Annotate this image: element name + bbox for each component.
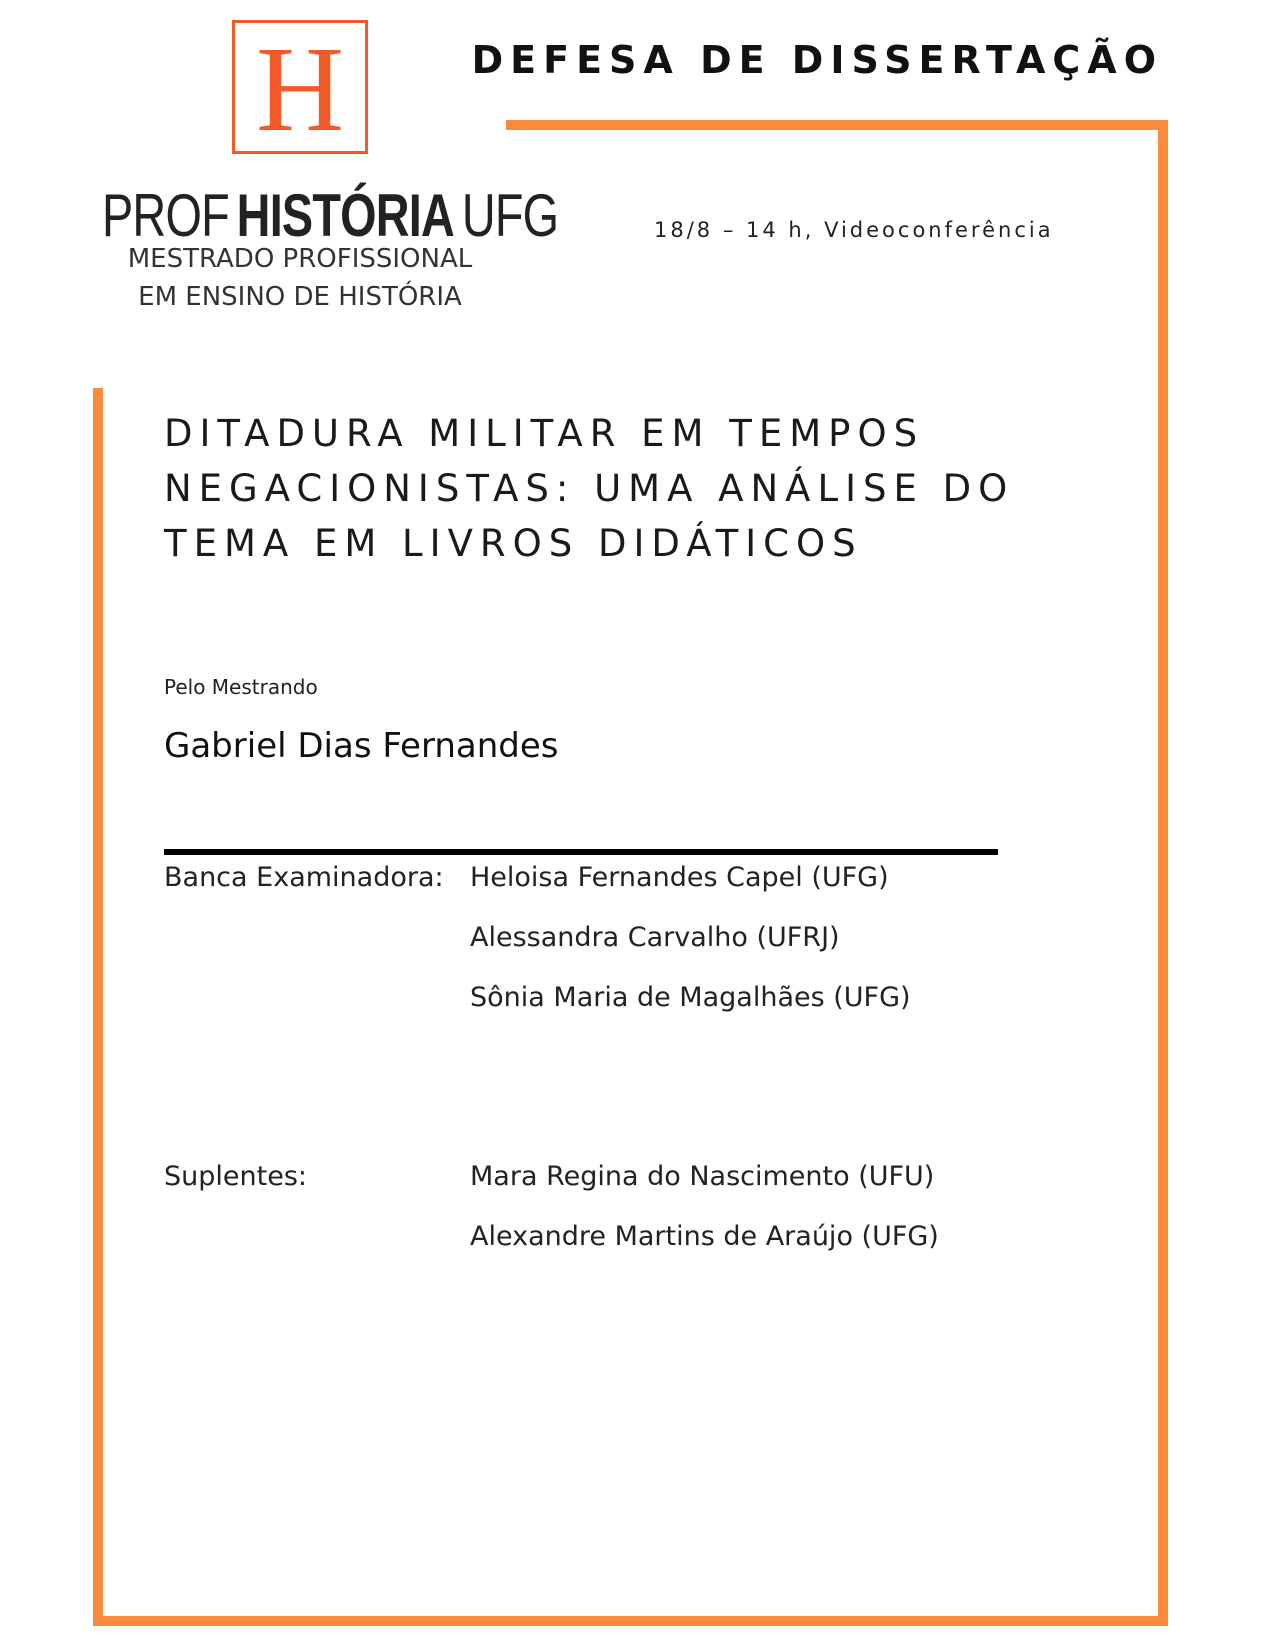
brand-ufg: UFG [461, 182, 559, 249]
brand-wordmark [102, 180, 559, 252]
brand-historia: HISTÓRIA [236, 182, 455, 249]
thesis-title [164, 406, 1124, 571]
section-divider [164, 849, 998, 855]
logo-mark [232, 20, 368, 157]
frame-bottom-border [93, 1616, 1168, 1626]
committee-label: Banca Examinadora: [164, 862, 444, 893]
brand-prof: PROF [102, 182, 229, 249]
substitutes-label: Suplentes: [164, 1161, 307, 1192]
substitute-member: Mara Regina do Nascimento (UFU) [470, 1161, 935, 1192]
thesis-title-line: TEMA EM LIVROS DIDÁTICOS [164, 522, 863, 565]
program-subtitle-line2: EM ENSINO DE HISTÓRIA [138, 282, 462, 312]
frame-left-border [93, 388, 103, 1626]
page-title: DEFESA DE DISSERTAÇÃO [471, 38, 1163, 82]
program-subtitle-line1: MESTRADO PROFISSIONAL [127, 244, 473, 274]
committee-member: Sônia Maria de Magalhães (UFG) [470, 982, 911, 1013]
event-date-location: 18/8 – 14 h, Videoconferência [654, 218, 1054, 242]
thesis-title-line: DITADURA MILITAR EM TEMPOS [164, 412, 925, 455]
committee-member: Alessandra Carvalho (UFRJ) [470, 922, 840, 953]
candidate-label: Pelo Mestrando [164, 675, 318, 699]
frame-right-border [1158, 120, 1168, 1626]
logo-letter: H [255, 22, 345, 157]
thesis-title-line: NEGACIONISTAS: UMA ANÁLISE DO [164, 467, 1015, 510]
committee-member: Heloisa Fernandes Capel (UFG) [470, 862, 889, 893]
frame-top-border [506, 120, 1168, 130]
substitute-member: Alexandre Martins de Araújo (UFG) [470, 1221, 939, 1252]
candidate-name: Gabriel Dias Fernandes [164, 726, 559, 766]
